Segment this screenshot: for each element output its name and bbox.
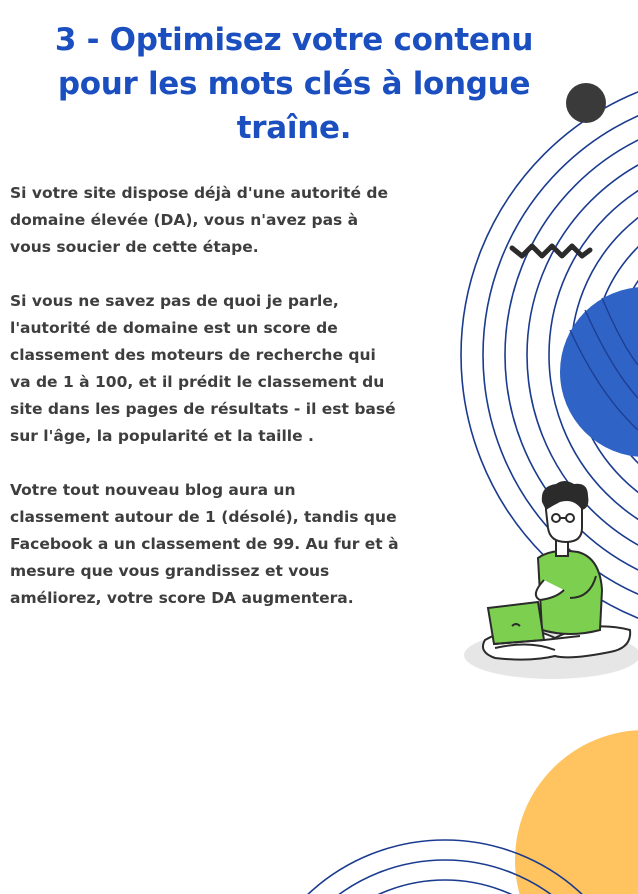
yellow-circle-decoration (515, 730, 638, 894)
paragraph-3: Votre tout nouveau blog aura un classement autour de 1 (désolé), tandis que Facebook a un classement de 99. Au fur et à mesure que vous grandissez et vous améliorez, votre score DA augmentera. (10, 481, 399, 607)
paragraph-1: Si votre site dispose déjà d'une autorité de domaine élevée (DA), vous n'avez pas à vous soucier de cette étape. (10, 184, 388, 256)
page-title: 3 - Optimisez votre contenu pour les mots clés à longue traîne. (54, 22, 534, 146)
blue-circle-decoration (560, 287, 638, 457)
body-text (10, 180, 480, 612)
paragraph-2: Si vous ne savez pas de quoi je parle, l'autorité de domaine est un score de classement des moteurs de recherche qui va de 1 à 100, et il prédit le classement du site dans les pages de résultats - il est basé sur l'âge, la popularité et la taille . (10, 292, 396, 445)
person-with-laptop-illustration (460, 480, 638, 680)
